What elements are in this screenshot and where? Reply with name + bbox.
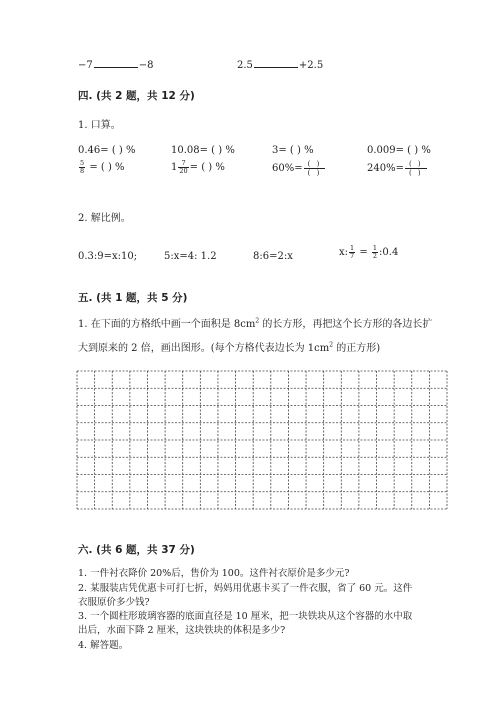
section-6-title: 六. (共 6 题，共 37 分) [78,544,195,556]
ratio-item-fraction: x: $\frac{1}{7}$ = $\frac{1}{2}$ :0.4 [339,244,399,260]
oral-item-percent-to-fraction: 240%= $\frac{( )}{( )}$ [367,160,428,177]
oral-item-percent-to-fraction: 60%= $\frac{( )}{( )}$ [272,160,326,177]
question-1-title: 1. 口算。 [78,120,121,131]
ratio-item: 5:x=4: 1.2 [164,251,217,262]
question-line: 衣服原价多少钱? [78,597,150,608]
question-line: 出后，水面下降 2 厘米，这块铁块的体积是多少? [78,625,286,636]
compare-right: −8 [138,60,154,71]
ratio-item: 8:6=2:x [253,251,293,262]
grid-paper-svg[interactable] [76,370,448,510]
compare-left: −7 [78,60,93,71]
question-2-title: 2. 解比例。 [78,213,131,224]
compare-left: 2.5 [237,60,253,71]
oral-item: 0.46= ( ) % [78,145,136,156]
oral-item: 10.08= ( ) % [171,145,235,156]
fraction: $\frac{1}{7}$ [350,244,355,260]
question-line: 2. 某服装店凭优惠卡可打七折，妈妈用优惠卡买了一件衣服，省了 60 元。这件 [78,583,413,594]
fraction: $\frac{7}{20}$ [179,159,188,175]
oral-item-mixed: 1 $\frac{7}{20}$ = ( ) % [171,159,225,175]
compare-item-1 [78,59,154,71]
oral-item: 0.009= ( ) % [367,145,431,156]
question-text: 大到原来的 2 倍，画出图形。(每个方格代表边长为 $1cm^2$ 的正方形) [78,341,381,354]
grid-paper[interactable] [76,370,448,510]
oral-item: 3= ( ) % [272,145,314,156]
section-4-title: 四. (共 2 题，共 12 分) [78,90,195,102]
fraction: $\frac{5}{8}$ [80,159,85,175]
question-text: 1. 在下面的方格纸中画一个面积是 $8cm^2$ 的长方形，再把这个长方形的各边长扩 [78,317,433,330]
fraction: $\frac{1}{2}$ [372,244,378,260]
compare-item-2 [237,59,323,71]
answer-fraction[interactable]: $\frac{( )}{( )}$ [304,160,326,177]
ratio-item: 0.3:9=x:10; [78,251,138,262]
answer-blank[interactable] [94,59,138,68]
answer-blank[interactable] [254,59,298,68]
section-5-title: 五. (共 1 题，共 5 分) [78,292,188,304]
oral-item-fraction: $\frac{5}{8}$ = ( ) % [80,159,125,175]
question-line: 4. 解答题。 [78,640,129,651]
question-line: 1. 一件衬衣降价 20%后，售价为 100。这件衬衣原价是多少元? [78,568,350,579]
answer-fraction[interactable]: $\frac{( )}{( )}$ [405,160,427,177]
compare-right: +2.5 [298,60,324,71]
question-line: 3. 一个圆柱形玻璃容器的底面直径是 10 厘米，把一块铁块从这个容器的水中取 [78,611,413,622]
